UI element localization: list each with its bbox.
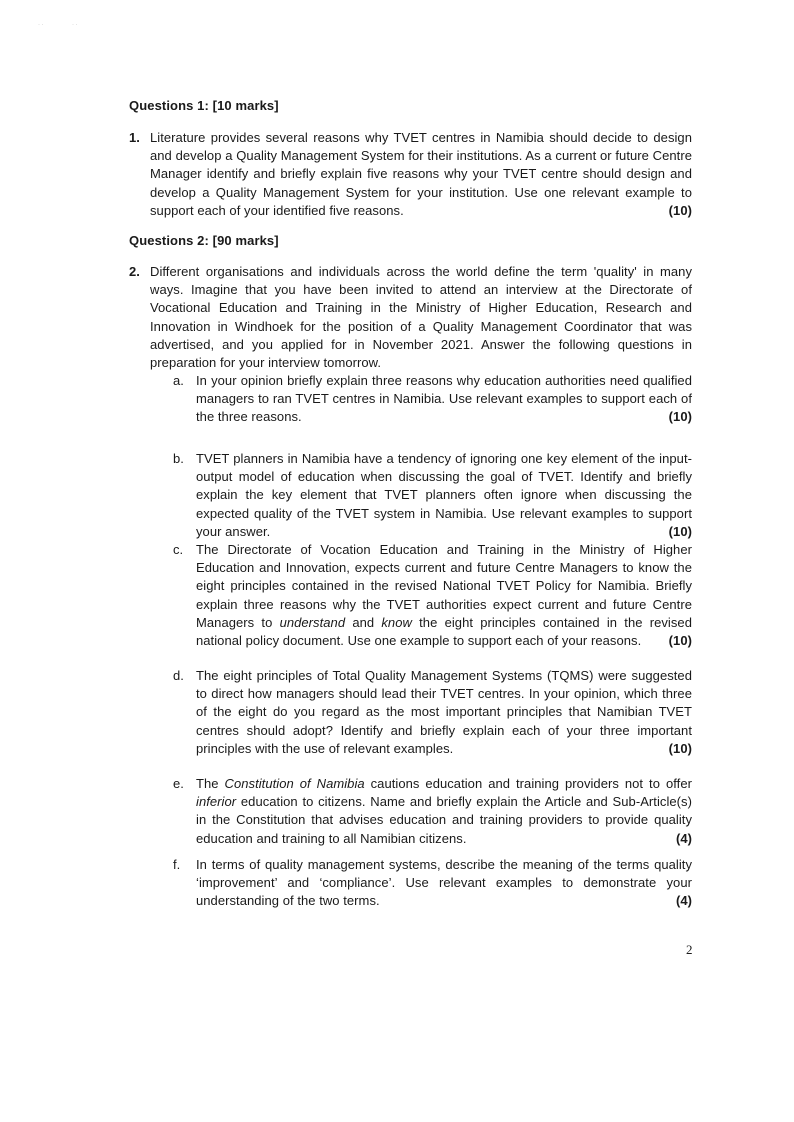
question-2-text: Different organisations and individuals across the world define the term 'quality' in many ways. Imagine that you have been invited to attend an interview at the Directorate of Vocational Education and Training in the Ministry of Higher Education, Research and Innovation in Windhoek for the position of a Quality Management Coordinator that was advertised, and you applied for in November 2021. Answer the following questions in preparation for your interview tomorrow. [150, 264, 692, 371]
subquestion-letter-d: d. [173, 668, 184, 683]
section-heading-q2: Questions 2: [90 marks] [129, 233, 279, 248]
subquestion-c-body-1: The Directorate of Vocation Education and Training in the Ministry of Higher Education and Innovation, expects current and future Centre Managers to know the eight principles contained in the revised National TVET Policy for Namibia. Briefly explain three reasons why the TVET authorities expect current and future Centre Managers to [196, 542, 692, 630]
subquestion-e-emphasis-constitution: Constitution of Namibia [224, 776, 365, 791]
subquestion-c-marks: (10) [668, 633, 692, 649]
page-number: 2 [686, 942, 693, 957]
subquestion-e-emphasis-inferior: inferior [196, 794, 237, 810]
question-number-2: 2. [129, 264, 140, 279]
subquestion-f-marks: (4) [675, 893, 692, 909]
subquestion-c-emphasis-understand: understand [279, 614, 346, 630]
subquestion-c-emphasis-know: know [381, 614, 412, 630]
question-number-1: 1. [129, 130, 140, 145]
subquestion-d-text [196, 667, 692, 758]
subquestion-e-body-2: cautions education and training providers not to offer [364, 776, 692, 791]
subquestion-letter-a: a. [173, 373, 184, 388]
subquestion-f-body: In terms of quality management systems, describe the meaning of the terms quality ‘improvement’ and ‘compliance’. Use relevant examples to demonstrate your understanding of the two terms. [196, 857, 692, 909]
subquestion-letter-e: e. [173, 776, 184, 791]
subquestion-e-marks: (4) [675, 830, 692, 846]
subquestion-b-body: TVET planners in Namibia have a tendency of ignoring one key element of the input-output model of education when discussing the goal of TVET. Identify and briefly explain the key element that TVET planners often ignore when discussing the expected quality of the TVET system in Namibia. Use relevant examples to support your answer. [196, 451, 692, 539]
scan-speck: · · [38, 22, 44, 28]
question-1-body: Literature provides several reasons why TVET centres in Namibia should decide to design and develop a Quality Management System for their institutions. As a current or future Centre Manager identify and briefly explain five reasons why your TVET centre should design and develop a Quality Management System for your institution. Use one relevant example to support each of your identified five reasons. [150, 130, 692, 218]
subquestion-letter-c: c. [173, 542, 184, 557]
subquestion-d-marks: (10) [668, 740, 692, 756]
subquestion-c-body-3: the eight principles contained in the revised national policy document. Use one example to support each of your reasons. [196, 614, 692, 649]
question-1-text [150, 129, 692, 220]
subquestion-b-marks: (10) [668, 523, 692, 539]
subquestion-a-marks: (10) [668, 409, 692, 425]
section-heading-q1: Questions 1: [10 marks] [129, 98, 279, 113]
subquestion-a-text [196, 372, 692, 427]
question-1-marks: (10) [668, 202, 692, 218]
subquestion-e-body-1: The [196, 776, 225, 791]
subquestion-f-text [196, 856, 692, 911]
subquestion-a-body: In your opinion briefly explain three reasons why education authorities need qualified managers to ran TVET centres in Namibia. Use relevant examples to support each of the three reasons. [196, 373, 692, 425]
subquestion-letter-b: b. [173, 451, 184, 466]
subquestion-letter-f: f. [173, 857, 181, 872]
subquestion-c-text [196, 541, 692, 650]
subquestion-e-text [196, 775, 692, 848]
subquestion-c-body-2: and [345, 614, 382, 630]
subquestion-d-body: The eight principles of Total Quality Management Systems (TQMS) were suggested to direct how managers should lead their TVET centres. In your opinion, which three of the eight do you regard as the most important principles that Namibian TVET centres should adopt? Identify and briefly explain each of your three important principles with the use of relevant examples. [196, 668, 692, 756]
subquestion-b-text [196, 450, 692, 541]
subquestion-e-body-3: education to citizens. Name and briefly explain the Article and Sub-Article(s) in the Constitution that advises education and training providers to provide quality education and training to all Namibian citizens. [196, 794, 692, 846]
scan-speck: · · [72, 22, 78, 28]
